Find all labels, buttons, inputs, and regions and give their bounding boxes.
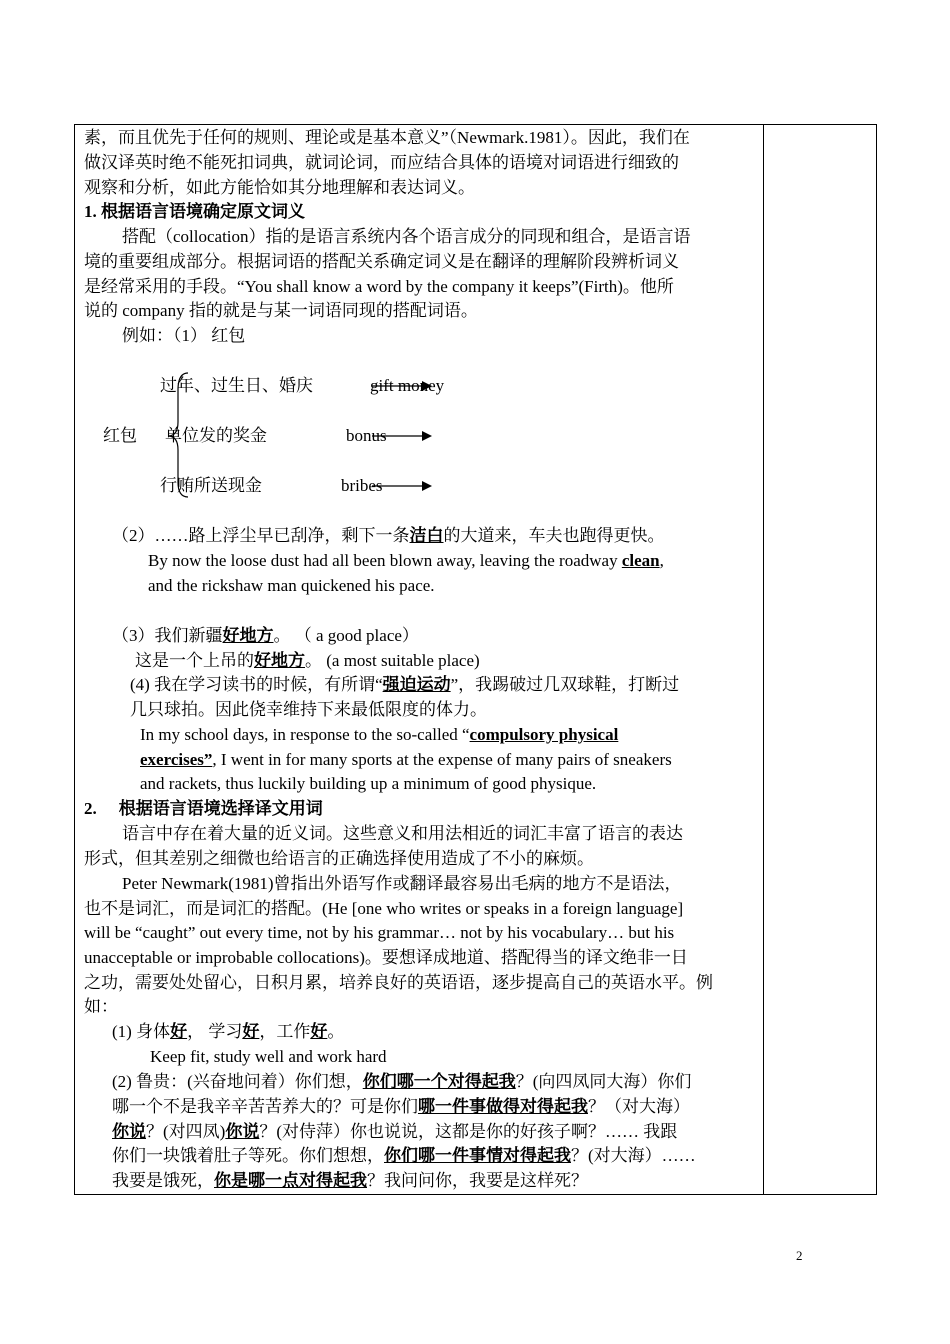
key-phrase: 你是哪一点对得起我 — [214, 1171, 367, 1190]
example-chinese: 你说？(对四凤)你说？(对侍萍）你也说说，这都是你的好孩子啊？…… 我跟 — [112, 1122, 678, 1141]
example-english: By now the loose dust had all been blown away, leaving the roadway clean, — [148, 551, 664, 570]
example-chinese: 你们一块饿着肚子等死。你们想想，你们哪一件事情对得起我？(对大海）…… — [112, 1146, 696, 1165]
paragraph-line: 如： — [84, 997, 118, 1016]
key-phrase: 哪一件事做得对得起我 — [418, 1097, 588, 1116]
diagram-root-label: 红包 — [103, 426, 137, 445]
key-phrase: 洁白 — [409, 526, 444, 545]
key-phrase: clean — [621, 551, 660, 570]
example-chinese: (2) 鲁贵：(兴奋地问着）你们想，你们哪一个对得起我？(向四凤同大海）你们 — [112, 1072, 692, 1091]
section-heading: 1. 根据语言语境确定原文词义 — [84, 202, 305, 221]
paragraph-line: Peter Newmark(1981)曾指出外语写作或翻译最容易出毛病的地方不是语法， — [122, 874, 682, 893]
key-phrase: 你说 — [112, 1122, 146, 1141]
example-chinese: 哪一个不是我辛辛苦苦养大的？可是你们哪一件事做得对得起我？（对大海） — [112, 1097, 690, 1116]
paragraph-line: unacceptable or improbable collocations)。要想译成地道、搭配得当的译文绝非一日 — [84, 948, 688, 967]
intro-line: 做汉译英时绝不能死扣词典，就词论词，而应结合具体的语境对词语进行细致的 — [84, 153, 679, 172]
example-chinese: 几只球拍。因此侥幸维持下来最低限度的体力。 — [130, 700, 487, 719]
diagram-source-label: 行贿所送现金 — [160, 476, 262, 495]
paragraph-line: 搭配（collocation）指的是语言系统内各个语言成分的同现和组合，是语言语 — [122, 227, 691, 246]
diagram-source-label: 过年、过生日、婚庆 — [160, 376, 313, 395]
key-phrase: 好地方 — [222, 626, 274, 645]
example-chinese: 我要是饿死，你是哪一点对得起我？我问问你，我要是这样死？ — [112, 1171, 588, 1190]
paragraph-line: 之功，需要处处留心，日积月累，培养良好的英语语，逐步提高自己的英语水平。例 — [84, 973, 713, 992]
example-english: and rackets, thus luckily building up a minimum of good physique. — [140, 774, 597, 793]
key-phrase: 好地方 — [254, 651, 305, 670]
paragraph-line: 境的重要组成部分。根据词语的搭配关系确定词义是在翻译的理解阶段辨析词义 — [84, 252, 679, 271]
diagram-arrowhead — [422, 481, 432, 491]
key-phrase: 好 — [170, 1022, 188, 1041]
example-chinese: （3）我们新疆好地方。 （ a good place） — [112, 626, 419, 645]
section-heading: 2. 根据语言语境选择译文用词 — [84, 799, 323, 818]
page-number: 2 — [796, 1248, 803, 1263]
paragraph-line: will be “caught” out every time, not by his grammar… not by his vocabulary… but his — [84, 923, 675, 942]
example-english: exercises”, I went in for many sports at the expense of many pairs of sneakers — [140, 750, 672, 769]
key-phrase: compulsory physical — [469, 725, 619, 744]
diagram-target-label: bribes — [341, 476, 383, 495]
paragraph-line: 语言中存在着大量的近义词。这些意义和用法相近的词汇丰富了语言的表达 — [122, 824, 683, 843]
example-english: In my school days, in response to the so-called “compulsory physical — [140, 725, 619, 744]
example-chinese: (4) 我在学习读书的时候，有所谓“强迫运动”，我踢破过几双球鞋，打断过 — [130, 675, 680, 694]
example-english: and the rickshaw man quickened his pace. — [148, 576, 435, 595]
paragraph-line: 形式，但其差别之细微也给语言的正确选择使用造成了不小的麻烦。 — [84, 849, 594, 868]
diagram-source-label: 单位发的奖金 — [165, 426, 267, 445]
example-chinese: (1) 身体好， 学习好，工作好。 — [112, 1022, 345, 1041]
key-phrase: 你们哪一个对得起我 — [362, 1072, 516, 1091]
paragraph-line: 也不是词汇，而是词汇的搭配。(He [one who writes or speaks in a foreign language] — [84, 899, 684, 918]
intro-line: 观察和分析，如此方能恰如其分地理解和表达词义。 — [84, 178, 475, 197]
key-phrase: 你说 — [225, 1122, 260, 1141]
key-phrase: exercises” — [140, 750, 213, 769]
example-chinese: （2）……路上浮尘早已刮净，剩下一条洁白的大道来，车夫也跑得更快。 — [112, 526, 665, 545]
key-phrase: 强迫运动 — [382, 675, 451, 694]
diagram-target-label: gift money — [370, 376, 445, 395]
key-phrase: 你们哪一件事情对得起我 — [384, 1146, 571, 1165]
example-chinese: 这是一个上吊的好地方。 (a most suitable place) — [135, 651, 480, 670]
key-phrase: 好 — [242, 1022, 260, 1041]
hongbao-diagram — [0, 0, 950, 520]
paragraph-line: 说的 company 指的就是与某一词语同现的搭配词语。 — [84, 301, 478, 320]
paragraph-line: 是经常采用的手段。“You shall know a word by the company it keeps”(Firth)。他所 — [84, 277, 674, 296]
key-phrase: 好 — [310, 1022, 328, 1041]
example-english: Keep fit, study well and work hard — [150, 1047, 387, 1066]
diagram-arrowhead — [422, 431, 432, 441]
intro-line: 素，而且优先于任何的规则、理论或是基本意义”（Newmark.1981）。因此，我们在 — [84, 128, 690, 147]
diagram-target-label: bonus — [346, 426, 387, 445]
example-intro: 例如：（1） 红包 — [122, 326, 246, 345]
